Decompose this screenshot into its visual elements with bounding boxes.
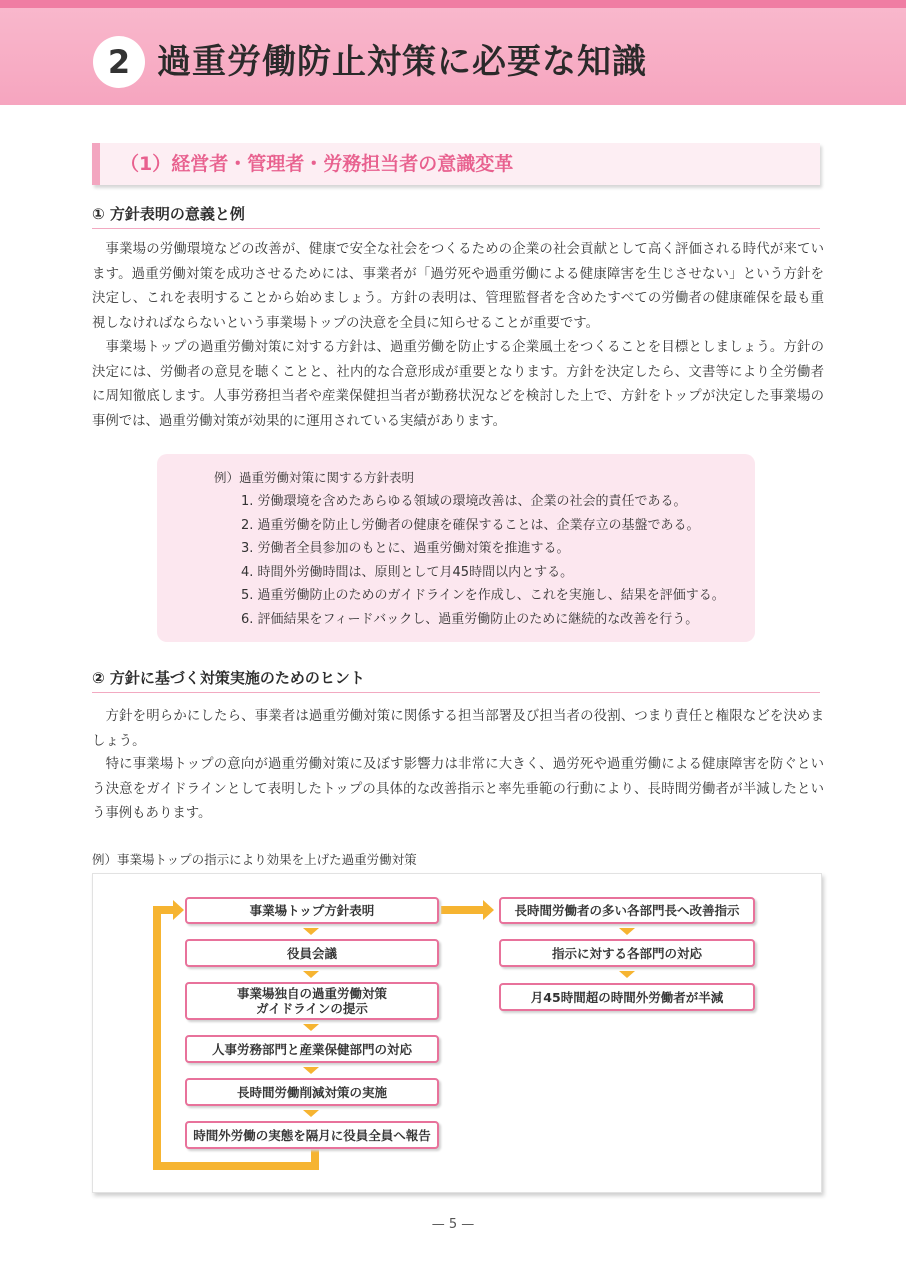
section-heading-bar [92, 143, 820, 185]
section-heading: （1）経営者・管理者・労務担当者の意識変革 [120, 153, 514, 175]
arrow-down-icon [303, 1024, 319, 1031]
flow-step: 役員会議 [185, 939, 439, 967]
paragraph: 方針を明らかにしたら、事業者は過重労働対策に関係する担当部署及び担当者の役割、つまり責任と権限などを決めましょう。 [92, 709, 824, 749]
example-title: 例）過重労働対策に関する方針表明 [214, 470, 415, 485]
list-item: 2. 過重労働を防止し労働者の健康を確保することは、企業存立の基盤である。 [241, 517, 700, 533]
loop-line-left [153, 908, 161, 1170]
flow-step: 長時間労働者の多い各部門長へ改善指示 [499, 897, 755, 924]
flow-step: 月45時間超の時間外労働者が半減 [499, 983, 755, 1011]
arrow-down-icon [303, 971, 319, 978]
policy-example-box [157, 454, 755, 642]
arrow-down-icon [303, 1067, 319, 1074]
flow-step: 時間外労働の実態を隔月に役員全員へ報告 [185, 1121, 439, 1149]
connector-line [441, 906, 485, 914]
flow-step: 人事労務部門と産業保健部門の対応 [185, 1035, 439, 1063]
arrow-down-icon [619, 928, 635, 935]
page-number: — 5 — [431, 1217, 475, 1232]
loop-line-up [311, 1146, 319, 1170]
list-item: 1. 労働環境を含めたあらゆる領域の環境改善は、企業の社会的責任である。 [241, 494, 687, 509]
diagram-caption: 例）事業場トップの指示により効果を上げた過重労働対策 [92, 852, 417, 867]
subheading-policy: ① 方針表明の意義と例 [92, 203, 820, 229]
paragraph: 事業場トップの過重労働対策に対する方針は、過重労働を防止する企業風土をつくることを目標としましょう。方針の決定には、労働者の意見を聴くことと、社内的な合意形成が重要となります。方針を決定したら、文書等により全労働者に周知徹底します。人事労務担当者や産業保健担当者が勤務状況などを検討した上で、方針をトップが決定した事業場の事例では、過重労働対策が効果的に運用されている実績があります。 [92, 340, 824, 429]
flow-step: 指示に対する各部門の対応 [499, 939, 755, 967]
flow-step: 事業場トップ方針表明 [185, 897, 439, 924]
flow-step: 事業場独自の過重労働対策 ガイドラインの提示 [185, 982, 439, 1020]
arrow-right-icon [173, 900, 184, 920]
list-item: 3. 労働者全員参加のもとに、過重労働対策を推進する。 [241, 541, 570, 556]
subheading-hints: ② 方針に基づく対策実施のためのヒント [92, 667, 820, 693]
paragraph: 事業場の労働環境などの改善が、健康で安全な社会をつくるための企業の社会貢献として高く評価される時代が来ています。過重労働対策を成功させるためには、事業者が「過労死や過重労働による健康障害を生じさせない」という方針を決定し、これを表明することから始めましょう。方針の表明は、管理監督者を含めたすべての労働者の健康確保を最も重視しなければならないという事業場トップの決意を全員に知らせることが重要です。 [92, 242, 824, 331]
chapter-title: 過重労働防止対策に必要な知識 [157, 42, 647, 82]
policy-list [241, 490, 725, 631]
arrow-down-icon [303, 1110, 319, 1117]
list-item: 6. 評価結果をフィードバックし、過重労働防止のために継続的な改善を行う。 [241, 611, 699, 627]
flow-step: 長時間労働削減対策の実施 [185, 1078, 439, 1106]
arrow-right-icon [483, 900, 494, 920]
loop-line-bottom [153, 1162, 319, 1170]
page-header [0, 0, 906, 105]
list-item: 4. 時間外労働時間は、原則として月45時間以内とする。 [241, 564, 574, 580]
arrow-down-icon [303, 928, 319, 935]
flow-diagram [92, 873, 822, 1193]
chapter-number: 2 [93, 36, 145, 88]
arrow-down-icon [619, 971, 635, 978]
loop-line-top [153, 906, 175, 914]
list-item: 5. 過重労働防止のためのガイドラインを作成し、これを実施し、結果を評価する。 [241, 588, 725, 603]
paragraph: 特に事業場トップの意向が過重労働対策に及ぼす影響力は非常に大きく、過労死や過重労働による健康障害を防ぐという決意をガイドラインとして表明したトップの具体的な改善指示と率先垂範の行動により、長時間労働者が半減したという事例もあります。 [92, 757, 824, 821]
header-stripe [0, 0, 906, 8]
